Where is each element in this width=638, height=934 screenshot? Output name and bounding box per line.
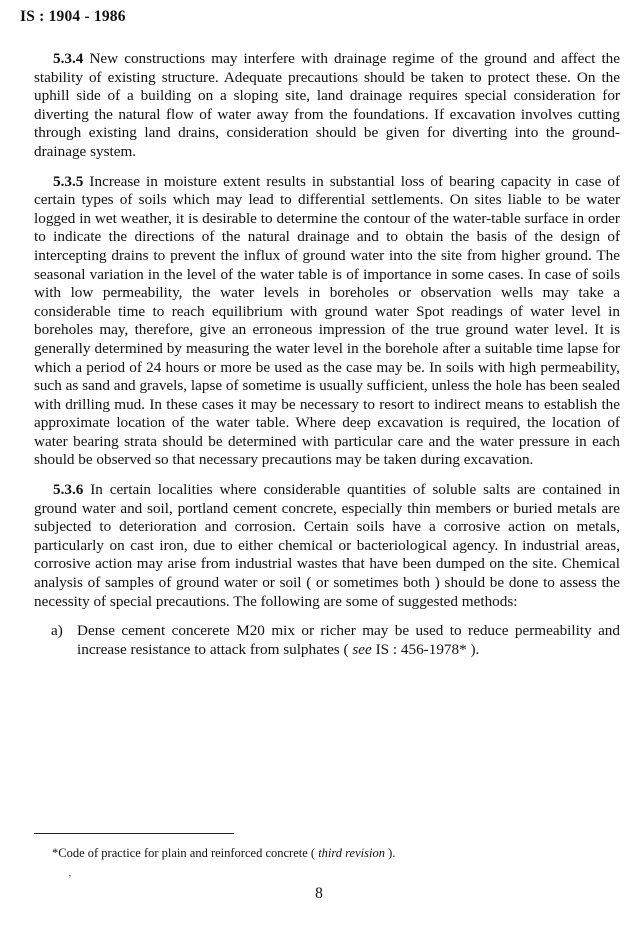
precaution-methods-list <box>34 622 620 659</box>
footnote-marker: * <box>52 846 59 860</box>
clause-5-3-6 <box>34 481 620 611</box>
see-reference: see <box>352 640 372 658</box>
footnote-text: Code of practice for plain and reinforced concrete ( <box>58 846 319 860</box>
clause-text: Increase in moisture extent results in substantial loss of bearing capacity in case of certain types of soils which may lead to differential settlements. On sites liable to be water logged in wet weather, it is desirable to determine the contour of the water-table surface in order to indicate the directions of the natural drainage and to obtain the basis of the design of intercepting drains to prevent the influx of ground water into the site from higher ground. The seasonal variation in the level of the water table is of importance in some cases. In case of soils with low permeability, the water levels in boreholes or observation wells may take a considerable time to reach equilibrium with ground water Spot readings of water level in boreholes may, therefore, give an erroneous impression of the true ground water level. It is generally determined by measuring the water level in the borehole after a suitable time lapse for which a period of 24 hours or more be used as the case may be. In soils with high permeability, such as sand and gravels, lapse of sometime is usually sufficient, unless the hole has been sealed with drilling mud. In these cases it may be necessary to resort to indirect means to establish the approximate location of the water table. Where deep excavation is required, the location of water bearing strata should be determined with particular care and the water pressure in each should be observed so that necessary precautions may be taken during excavation. <box>34 172 620 469</box>
clause-text: In certain localities where considerable quantities of soluble salts are contained in ground water and soil, portland cement concrete, especially thin members or buried metals are subjected to deterioration and corrosion. Certain soils have a corrosive action on metals, particularly on cast iron, due to either chemical or bacteriological agency. In industrial areas, corrosive action may arise from industrial wastes that have been dumped on the site. Chemical analysis of samples of ground water or soil ( or sometimes both ) should be done to assess the necessity of special precautions. The following are some of suggested methods: <box>34 481 621 610</box>
footnote-rule <box>34 833 234 834</box>
standard-code-header: IS : 1904 - 1986 <box>20 8 126 25</box>
list-marker: a) <box>51 622 63 640</box>
list-item <box>51 622 620 659</box>
list-item-text <box>77 622 620 659</box>
clause-5-3-5 <box>34 173 620 471</box>
page-number: 8 <box>315 885 323 902</box>
clause-number: 5.3.6 <box>53 481 84 499</box>
list-item-body: Dense cement concerete M20 mix or richer may be used to reduce permeability and increase resistance to attack from sulphates ( <box>77 622 620 658</box>
standard-reference: IS : 456-1978* ). <box>371 640 480 658</box>
clause-number: 5.3.4 <box>53 50 84 67</box>
stray-mark: ’ <box>68 873 72 885</box>
footnote-close: ). <box>384 846 396 860</box>
clause-number: 5.3.5 <box>53 172 84 190</box>
footnote-revision: third revision <box>318 846 385 860</box>
clause-5-3-4 <box>34 50 620 162</box>
body-text <box>34 50 620 659</box>
footnote <box>52 846 395 861</box>
clause-text: New constructions may interfere with drainage regime of the ground and affect the stability of existing structure. Adequate precautions should be taken to protect these. On the uphill side of a building on a sloping site, land drainage requires special consideration for diverting the natural flow of water away from the foundations. If excavation involves cutting through existing land drains, consideration should be given for diverting into the ground-drainage system. <box>34 50 621 160</box>
